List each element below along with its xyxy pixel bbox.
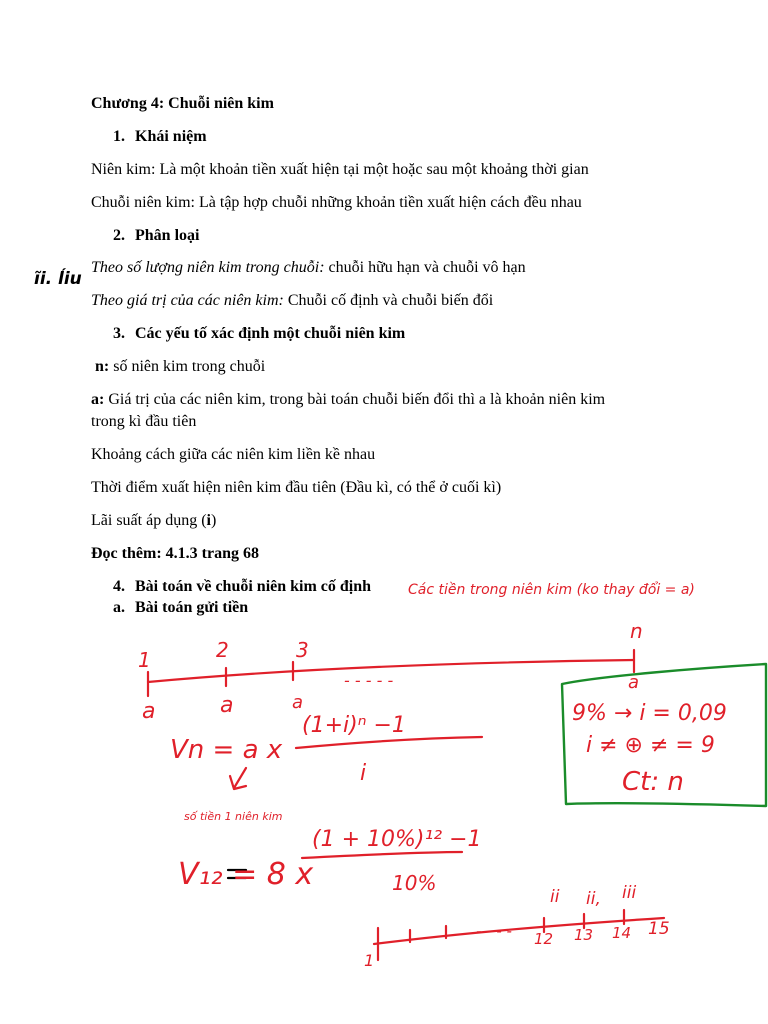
section-4-title: Bài toán về chuỗi niên kim cố định xyxy=(135,578,372,595)
classification-by-count xyxy=(91,258,526,278)
factor-interest-rate-key: i xyxy=(206,512,211,529)
timeline-1-tick-label-n: n xyxy=(630,619,643,643)
arrow-note: số tiền 1 niên kim xyxy=(184,810,283,823)
formula-1-denominator: i xyxy=(360,761,367,786)
formula-2-fraction-bar xyxy=(302,852,462,858)
chapter-title: Chương 4: Chuỗi niên kim xyxy=(91,95,274,112)
factor-n xyxy=(95,357,265,377)
formula-2-lhs: V₁₂ = 8 x xyxy=(178,857,314,892)
definition-nien-kim: Niên kim: Là một khoản tiền xuất hiện tại một hoặc sau một khoảng thời gian xyxy=(91,161,589,178)
classification-by-value-text: Chuỗi cố định và chuỗi biến đổi xyxy=(283,292,494,309)
section-1-title: Khái niệm xyxy=(135,128,207,145)
box-line-2: i ≠ ⊕ ≠ = 9 xyxy=(586,733,715,758)
read-more-reference: Đọc thêm: 4.1.3 trang 68 xyxy=(91,545,259,562)
timeline-2-tick-label-1: 1 xyxy=(364,951,375,970)
red-ink-strokes xyxy=(148,650,664,960)
timeline-2-tick-label-14: 14 xyxy=(612,924,632,942)
timeline-1-line xyxy=(148,660,634,682)
factor-interest-rate xyxy=(91,511,216,531)
factor-n-key: n: xyxy=(95,358,110,375)
timeline-1-dots: - - - - - xyxy=(344,671,394,690)
timeline-2-line xyxy=(374,918,664,944)
section-4-number: 4. xyxy=(113,578,125,595)
section-1-heading xyxy=(113,127,207,147)
factor-n-text: số niên kim trong chuỗi xyxy=(109,358,266,375)
definition-chuoi-nien-kim: Chuỗi niên kim: Là tập hợp chuỗi những khoản tiền xuất hiện cách đều nhau xyxy=(91,194,582,211)
timeline-1-tick-label-2: 2 xyxy=(216,638,229,662)
timeline-2-tick-label-12: 12 xyxy=(534,930,554,948)
red-ink-text xyxy=(138,581,727,970)
formula-2-numerator: (1 + 10%)¹² −1 xyxy=(312,827,482,852)
timeline-1-value-label: a xyxy=(220,693,234,718)
section-3-heading xyxy=(113,324,405,344)
section-4a-number: a. xyxy=(113,599,125,616)
factor-a-key: a: xyxy=(91,391,105,408)
section-1-number: 1. xyxy=(113,128,125,145)
timeline-1-value-label: a xyxy=(628,672,640,693)
timeline-2-dots: - - - - xyxy=(476,922,512,940)
factor-a-continued: trong kì đầu tiên xyxy=(91,413,197,430)
timeline-2-tick-label-13: 13 xyxy=(574,926,594,944)
section-2-title: Phân loại xyxy=(135,227,200,244)
section-4a-title: Bài toán gửi tiền xyxy=(135,599,249,616)
timeline-1-value-label: a xyxy=(292,692,304,713)
classification-by-count-label: Theo số lượng niên kim trong chuỗi: xyxy=(91,259,325,276)
section-2-heading xyxy=(113,226,199,246)
factor-interest-rate-close: ) xyxy=(210,512,217,529)
box-line-3: Ct: n xyxy=(622,767,684,797)
timeline-2-label: iii xyxy=(622,883,637,903)
formula-1-fraction-bar xyxy=(296,737,482,748)
factor-first-time: Thời điểm xuất hiện niên kim đầu tiên (Đầu kì, có thể ở cuối kì) xyxy=(91,479,502,496)
equals-mark xyxy=(228,870,246,878)
timeline-2-tick-label-15: 15 xyxy=(648,919,670,939)
section-4a-heading xyxy=(113,598,248,618)
timeline-2-label: ii, xyxy=(586,889,601,909)
header-note: Các tiền trong niên kim (ko thay đổi = a) xyxy=(408,582,695,598)
timeline-1-tick-label-1: 1 xyxy=(138,648,151,672)
formula-1-numerator: (1+i)ⁿ −1 xyxy=(302,713,406,738)
formula-1-lhs: Vn = a x xyxy=(170,735,283,765)
timeline-2-label: ii xyxy=(550,887,560,907)
margin-note: ĩi. ĺiu xyxy=(34,269,82,289)
factor-spacing: Khoảng cách giữa các niên kim liền kề nhau xyxy=(91,446,376,463)
green-note-box xyxy=(562,664,766,806)
section-3-title: Các yếu tố xác định một chuỗi niên kim xyxy=(135,325,406,342)
classification-by-count-text: chuỗi hữu hạn và chuỗi vô hạn xyxy=(324,259,526,276)
section-4-heading xyxy=(113,577,371,597)
classification-by-value xyxy=(91,291,493,311)
section-3-number: 3. xyxy=(113,325,125,342)
factor-a xyxy=(91,390,605,410)
arrow-down-icon xyxy=(230,768,246,789)
classification-by-value-label: Theo giá trị của các niên kim: xyxy=(91,292,284,309)
section-2-number: 2. xyxy=(113,227,125,244)
timeline-1-tick-label-3: 3 xyxy=(296,638,309,662)
factor-a-text: Giá trị của các niên kim, trong bài toán chuỗi biến đổi thì a là khoản niên kim xyxy=(104,391,606,408)
timeline-1-value-label: a xyxy=(142,699,156,724)
factor-interest-rate-text: Lãi suất áp dụng ( xyxy=(91,512,207,529)
box-line-1: 9% → i = 0,09 xyxy=(572,701,727,726)
formula-2-denominator: 10% xyxy=(392,871,437,895)
